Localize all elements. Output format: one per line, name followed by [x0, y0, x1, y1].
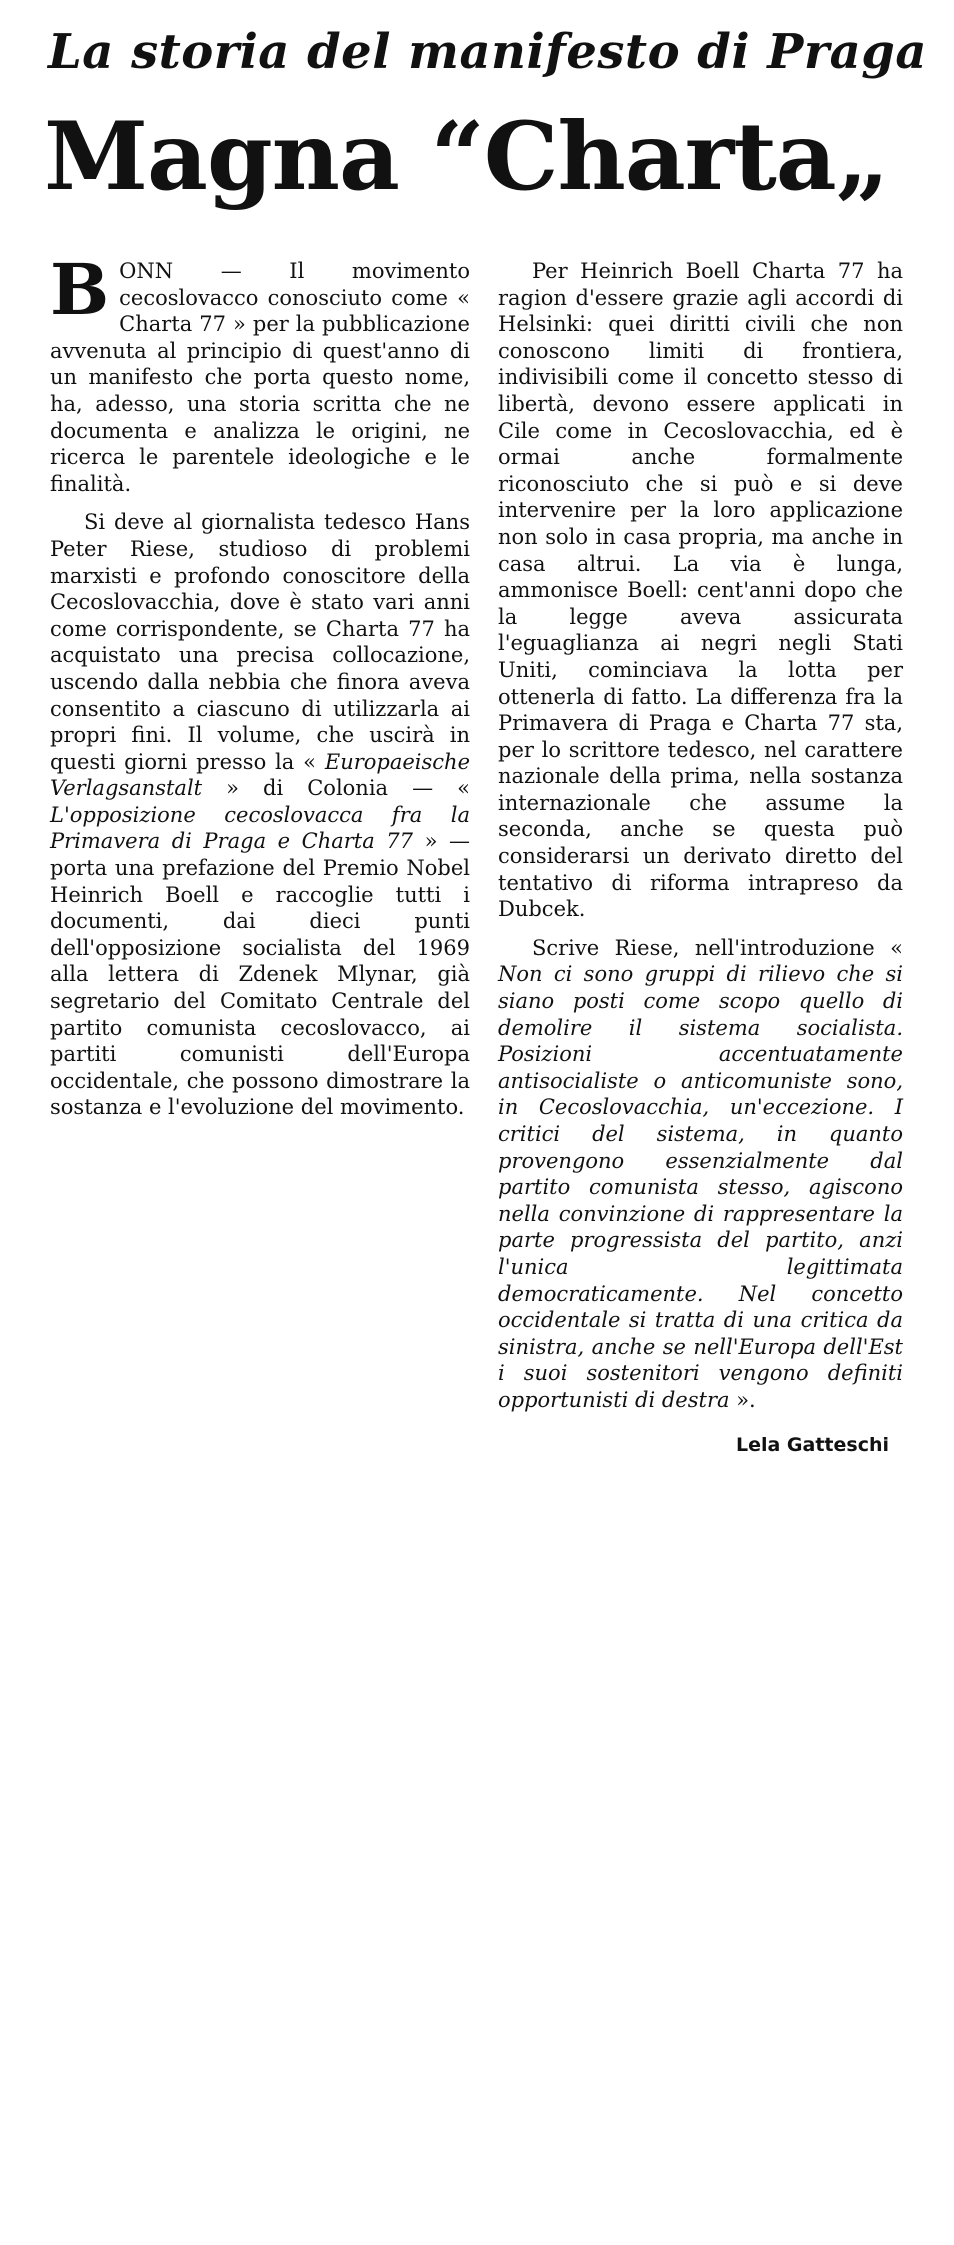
paragraph-1-text: ONN — Il movimento cecoslovacco conosciuto come « Charta 77 » per la pubblicazione avvenuta al principio di quest'anno di un manifesto che porta questo nome, ha, adesso, una storia scritta che ne documenta e analizza le origini, ne ricerca le parentele ideologiche e le finalità.: [50, 259, 470, 496]
article-column-right: [498, 258, 903, 1458]
publisher-name: Europaeische Verlagsanstalt: [50, 749, 470, 801]
paragraph-4-text-a: Scrive Riese, nell'introduzione «: [532, 935, 903, 960]
headline: Magna “Charta„: [44, 102, 889, 212]
book-title: L'opposizione cecoslovacca fra la Primavera di Praga e Charta 77: [50, 802, 470, 854]
paragraph-2-text-c: » — porta una prefazione del Premio Nobel Heinrich Boell e raccoglie tutti i documenti, dai dieci punti dell'opposizione socialista del 1969 alla lettera di Zdenek Mlynar, già segretario del Comitato Centrale del partito comunista cecoslovacco, ai partiti comunisti dell'Europa occidentale, che possono dimostrare la sostanza e l'evoluzione del movimento.: [50, 829, 470, 1120]
drop-cap: B: [50, 248, 110, 331]
article-column-left: [50, 248, 470, 1133]
article-paragraph-2: [50, 509, 470, 1121]
article-paragraph-4: [498, 935, 903, 1414]
paragraph-2-text-b: » di Colonia — «: [226, 776, 470, 801]
paragraph-4-text-b: ».: [736, 1387, 756, 1412]
riese-quote: Non ci sono gruppi di rilievo che si siano posti come scopo quello di demolire il sistema socialista. Posizioni accentuatamente antisocialiste o anticomuniste sono, in Cecoslovacchia, un'eccezione. I critici del sistema, in quanto provengono essenzialmente dal partito comunista stesso, agiscono nella convinzione di rappresentare la parte progressista del partito, anzi l'unica legittimata democraticamente. Nel concetto occidentale si tratta di una critica da sinistra, anche se nell'Europa dell'Est i suoi sostenitori vengono definiti opportunisti di destra: [498, 962, 903, 1412]
article-paragraph-3: [498, 258, 903, 923]
kicker: La storia del manifesto di Praga: [48, 24, 927, 80]
article-paragraph-1: [50, 248, 470, 497]
paragraph-2-text-a: Si deve al giornalista tedesco Hans Peter Riese, studioso di problemi marxisti e profondo conoscitore della Cecoslovacchia, dove è stato vari anni come corrispondente, se Charta 77 ha acquistato una precisa collocazione, uscendo dalla nebbia che finora aveva consentito a ciascuno di utilizzarla ai propri fini. Il volume, che uscirà in questi giorni presso la «: [50, 510, 470, 774]
paragraph-3-text: Per Heinrich Boell Charta 77 ha ragion d'essere grazie agli accordi di Helsinki: quei diritti civili che non conoscono limiti di frontiera, indivisibili come il concetto stesso di libertà, devono essere applicati in Cile come in Cecoslovacchia, ed è ormai anche formalmente riconosciuto che si può e si deve intervenire per la loro applicazione non solo in casa propria, ma anche in casa altrui. La via è lunga, ammonisce Boell: cent'anni dopo che la legge aveva assicurata l'eguaglianza ai negri negli Stati Uniti, cominciava la lotta per ottenerla di fatto. La differenza fra la Primavera di Praga e Charta 77 sta, per lo scrittore tedesco, nel carattere nazionale della prima, nella sostanza internazionale che assume la seconda, anche se questa può considerarsi un derivato diretto del tentativo di riforma intrapreso da Dubcek.: [498, 259, 903, 922]
byline: Lela Gatteschi: [735, 1433, 889, 1456]
